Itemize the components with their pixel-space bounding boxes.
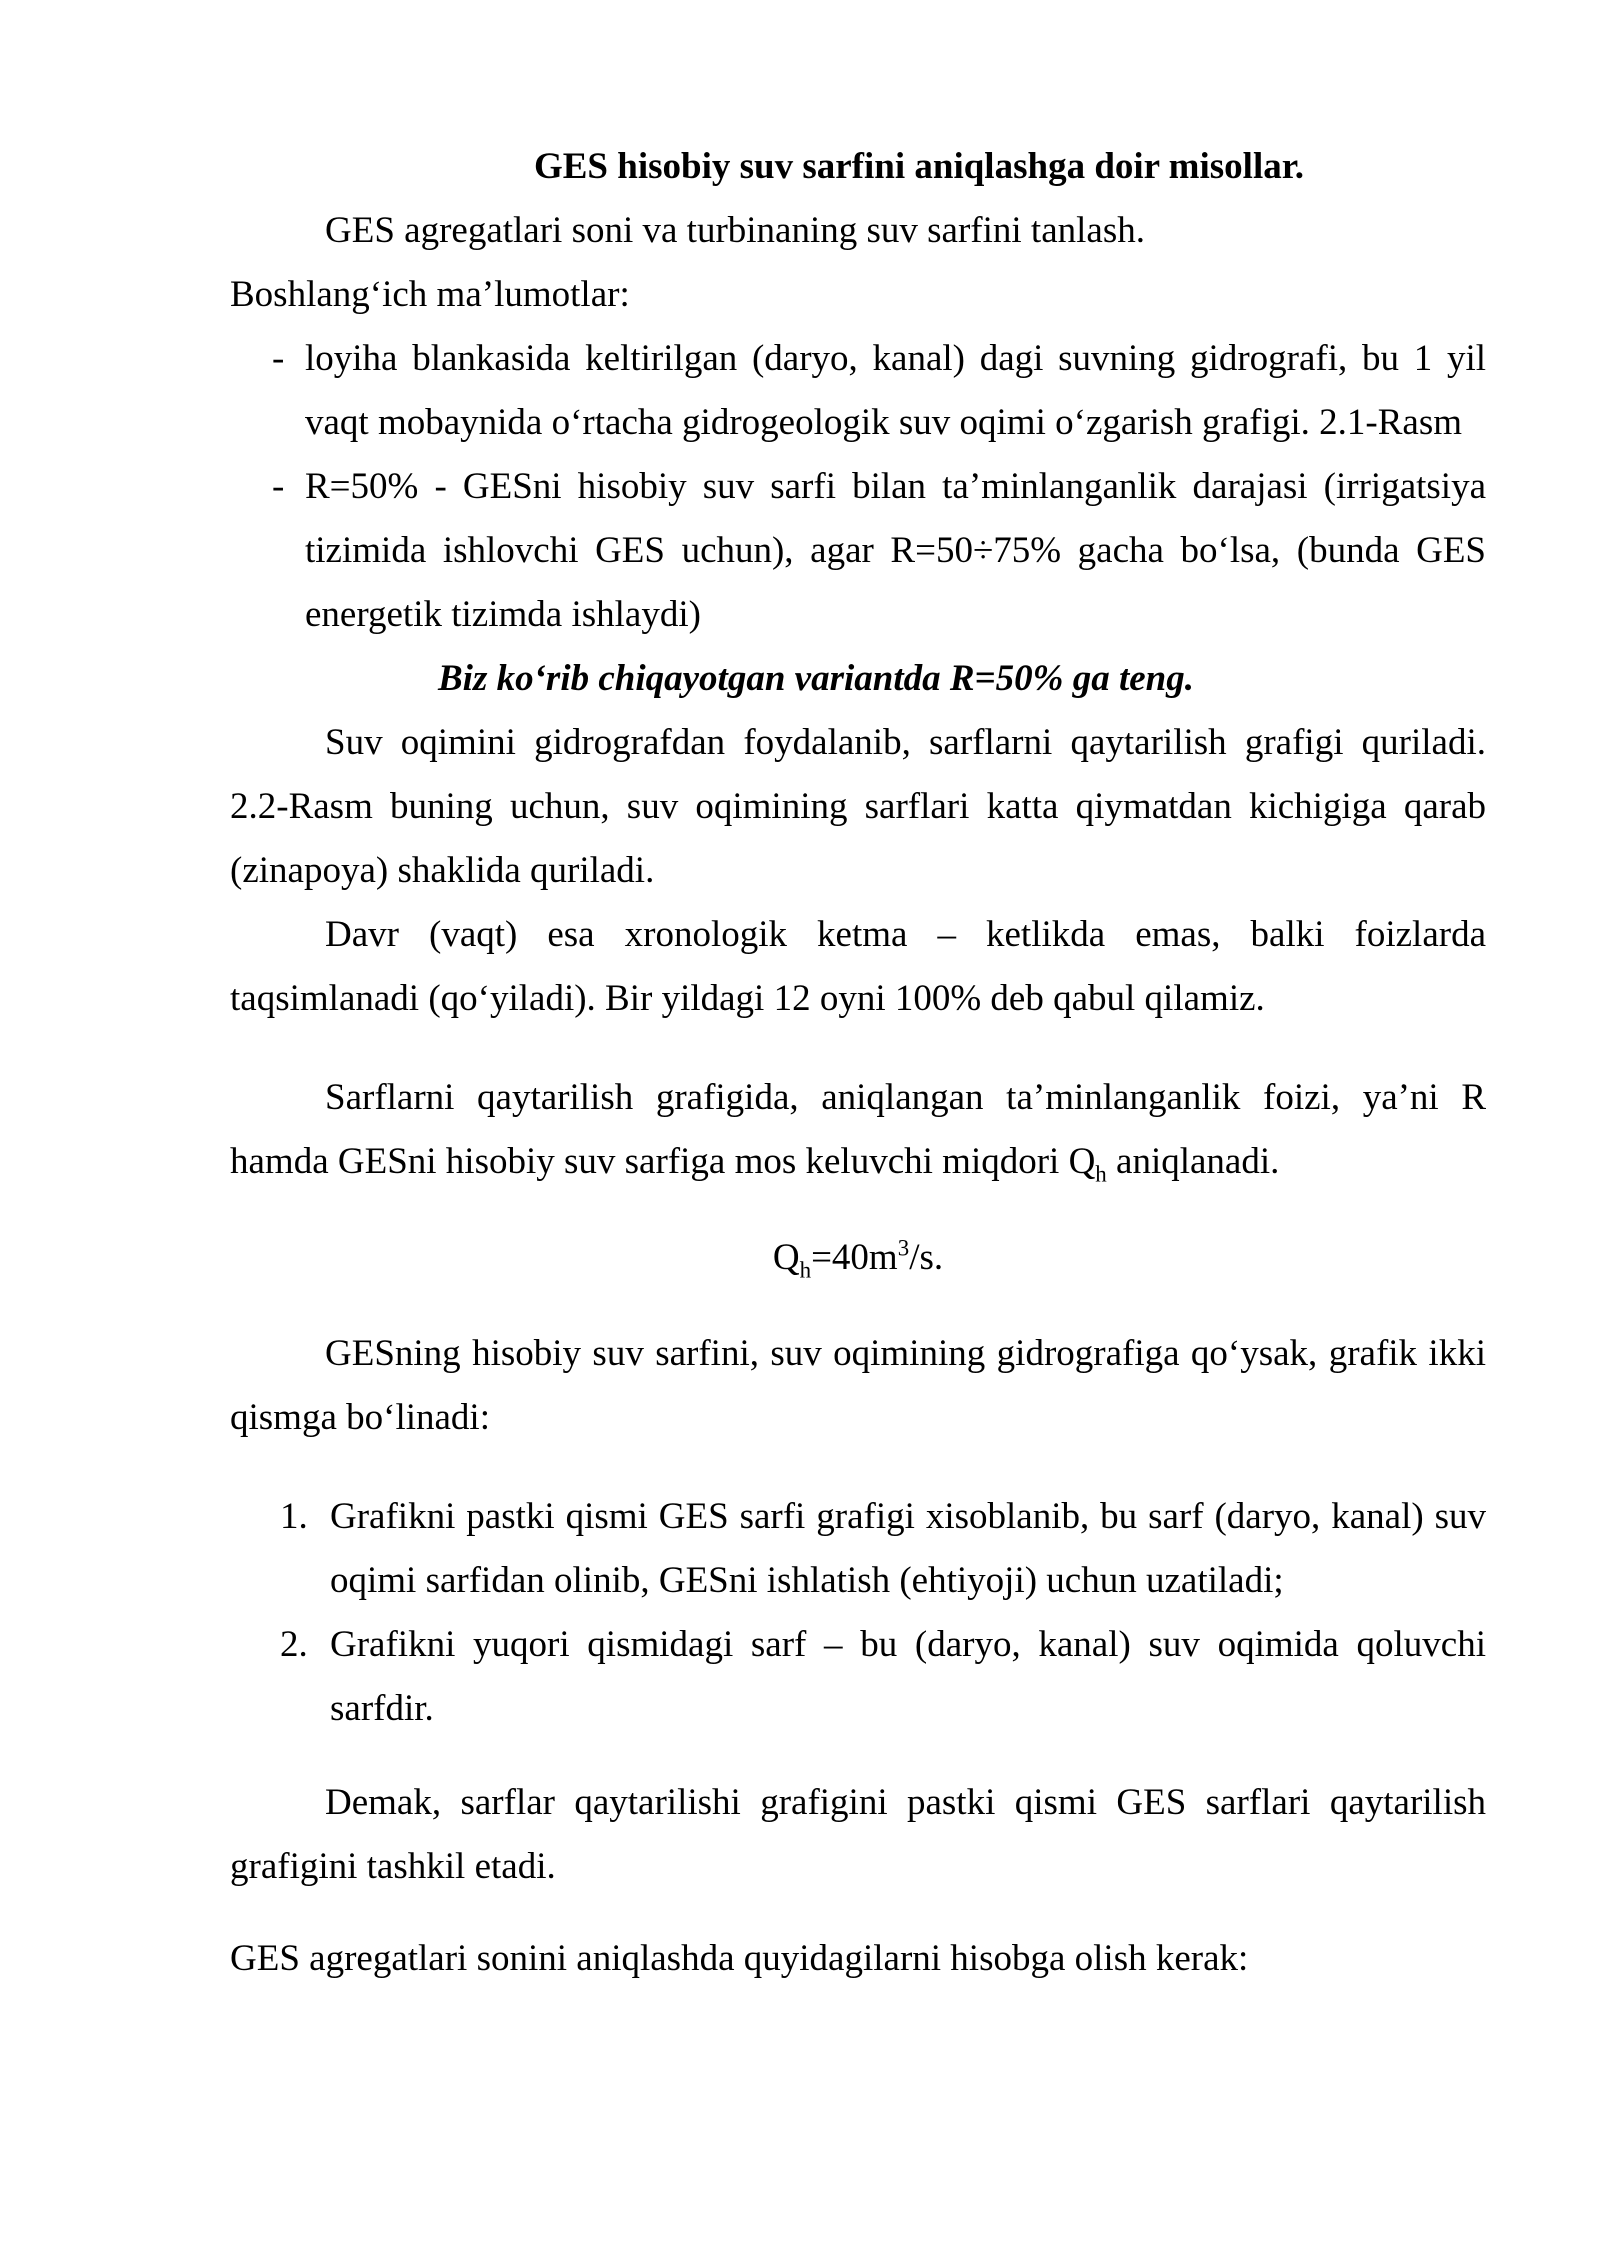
superscript-3: 3	[897, 1235, 910, 1261]
formula-base: Q	[772, 1237, 800, 1278]
list-item	[230, 1485, 1486, 1613]
formula-qh	[230, 1226, 1486, 1290]
list-item	[230, 455, 1486, 647]
provision-paragraph	[230, 1066, 1486, 1194]
dash-marker: -	[272, 466, 285, 507]
numbered-list	[230, 1485, 1486, 1741]
dash-marker: -	[272, 338, 285, 379]
split-paragraph: GESning hisobiy suv sarfini, suv oqimining gidrografiga qo‘ysak, grafik ikki qismga bo‘linadi:	[230, 1333, 1486, 1438]
provision-text-tail: aniqlanadi.	[1106, 1141, 1280, 1182]
period-paragraph: Davr (vaqt) esa xronologik ketma – ketlikda emas, balki foizlarda taqsimlanadi (qo‘yiladi). Bir yildagi 12 oyni 100% deb qabul qilamiz.	[230, 914, 1486, 1019]
list-item	[230, 1613, 1486, 1741]
intro-paragraph: GES agregatlari soni va turbinaning suv sarfini tanlash.	[325, 210, 1145, 251]
list-item-text: Grafikni pastki qismi GES sarfi grafigi xisoblanib, bu sarf (daryo, kanal) suv oqimi sarfidan olinib, GESni ishlatish (ehtiyoji) uchun uzatiladi;	[330, 1496, 1486, 1601]
list-item-text: loyiha blankasida keltirilgan (daryo, kanal) dagi suvning gidrografi, bu 1 yil vaqt mobaynida o‘rtacha gidrogeologik suv oqimi o‘zgarish grafigi. 2.1-Rasm	[305, 338, 1486, 443]
formula-tail: /s.	[909, 1237, 944, 1278]
flow-graph-paragraph: Suv oqimini gidrografdan foydalanib, sarflarni qaytarilish grafigi quriladi. 2.2-Rasm buning uchun, suv oqimining sarflari katta qiymatdan kichigiga qarab (zinapoya) shaklida quriladi.	[230, 722, 1486, 891]
variant-note: Biz ko‘rib chiqayotgan variantda R=50% ga teng.	[438, 658, 1194, 699]
closing-paragraph: GES agregatlari sonini aniqlashda quyidagilarni hisobga olish kerak:	[230, 1938, 1249, 1979]
document-title: GES hisobiy suv sarfini aniqlashga doir misollar.	[533, 146, 1305, 187]
subscript-h: h	[799, 1257, 812, 1283]
subscript-h: h	[1095, 1161, 1107, 1187]
list-item	[230, 327, 1486, 455]
number-marker: 2.	[280, 1624, 308, 1665]
dash-list	[230, 327, 1486, 647]
provision-text: Sarflarni qaytarilish grafigida, aniqlangan ta’minlanganlik foizi, ya’ni R hamda GESni hisobiy suv sarfiga mos keluvchi miqdori Q	[230, 1077, 1486, 1182]
list-item-text: R=50% - GESni hisobiy suv sarfi bilan ta’minlanganlik darajasi (irrigatsiya tizimida ishlovchi GES uchun), agar R=50÷75% gacha bo‘lsa, (bunda GES energetik tizimda ishlaydi)	[305, 466, 1486, 635]
list-item-text: Grafikni yuqori qismidagi sarf – bu (daryo, kanal) suv oqimida qoluvchi sarfdir.	[330, 1624, 1486, 1729]
initial-data-heading: Boshlang‘ich ma’lumotlar:	[230, 274, 630, 315]
conclusion-paragraph: Demak, sarflar qaytarilishi grafigini pastki qismi GES sarflari qaytarilish grafigini tashkil etadi.	[230, 1782, 1486, 1887]
number-marker: 1.	[280, 1496, 308, 1537]
formula-mid: =40m	[811, 1237, 898, 1278]
